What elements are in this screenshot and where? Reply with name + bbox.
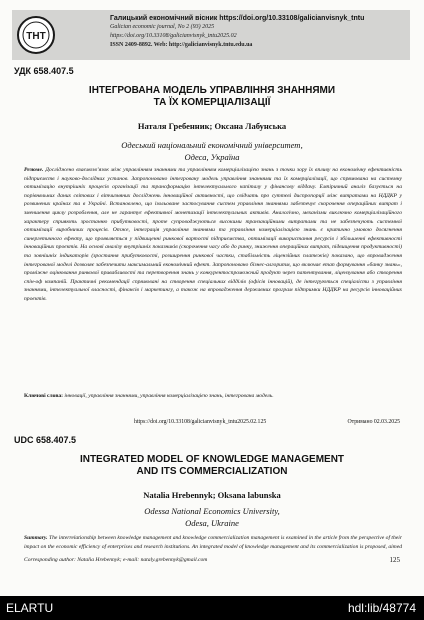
en-affiliation-line1: Odessa National Economics University, [144, 506, 280, 516]
journal-logo [16, 15, 56, 55]
ua-title-line2: ТА ЇХ КОМЕРЦІАЛІЗАЦІЇ [153, 97, 271, 108]
en-title-line1: INTEGRATED MODEL OF KNOWLEDGE MANAGEMENT [79, 454, 345, 465]
journal-doi-link[interactable]: https://doi.org/10.33108/galicianvisnyk_tntu2025.02 [110, 33, 237, 39]
page-number: 125 [389, 556, 400, 564]
viewer-status-bar [0, 596, 424, 620]
en-abstract [24, 534, 402, 552]
ua-affiliation-line1: Одеський національний економічний університет, [121, 140, 303, 150]
corresponding-author: Corresponding author: Natalia Hrebennyk; e-mail: nataly.grebennyk@gmail.com [24, 557, 208, 563]
header-text [110, 14, 406, 50]
ua-abstract-label: Резюме. [24, 167, 44, 173]
ua-title-line1: ІНТЕГРОВАНА МОДЕЛЬ УПРАВЛІННЯ ЗНАННЯМИ [88, 85, 336, 96]
journal-issn: ISSN 2409-8892. Web: http://galicianvisnyk.tntu.edu.ua [110, 42, 253, 48]
journal-issue: Galician economic journal, No 2 (93) 2025 [110, 24, 215, 30]
udk-code: УДК 658.407.5 [14, 66, 74, 76]
received-date: Отримано 02.03.2025 [347, 419, 400, 425]
ua-abstract-text: Досліджено взаємозв’язок між управлінням знаннями та управлінням комерціалізацією знань з точки зору їх впливу на економічну ефективність підприємств і науково-дослідних установ. Запропоновано інтегровану модель управління знаннями та їх комерціалізації, що спрямована на системну оптимізацію внутрішніх процесів організації та трансформацію інтелектуального капіталу у фінансову віддачу. Емпіричний аналіз базується на порівняльних даних світових і вітчизняних досліджень інноваційної активності, що свідчать про суттєві диспропорції між витратами на НДДКР у розвинених країнах та в Україні. Встановлено, що ізольоване застосування систем управління знаннями забезпечує скорочення операційних витрат і зменшення циклу розроблення, але не гарантує ефективної монетизації інтелектуальних активів. Аналогічно, механізми виключно комерціалізаційного характеру сприяють зростанню прибутковості, проте супроводжуються високими транзакційними витратами та не забезпечують системної оптимізації виробничих процесів. Отже, інтеграція управління знаннями та управління комерціалізацією знань є критично умовою досягнення синергетичного ефекту, що проявляється у підвищенні ринкової вартості підприємства, оптимізації використання ресурсів і збільшенні ефективності інноваційних проєктів. На основі аналізу внутрішніх показників (скорочення часу або до ринку, зниження операційних витрат, підвищення продуктивності) та зовнішніх індикаторів (зростання прибутковості, розширення ринкової частки, стабільність ліцензійних платежів) показано, що впровадження інтегрованої моделі дозволяє забезпечити максимальний економічний ефект. Запропоновано бізнес-алгоритм, що включає етап формування «банку знань», проміжне оцінювання ринкової привабливості та перетворення знань у конкурентоспроможний продукт через патентування, ліцензування або створення спін-оф компаній. Практичні рекомендації спрямовані на створення спеціальних відділів (офісів інновацій), де інтегруються спеціалісти з управління знаннями, інтелектуальної власності, фінансів і маркетингу, а також на впровадження державних програм підтримки НДДКР на ресурсів інноваційних проєктів. [24, 167, 402, 302]
en-authors: Natalia Hrebennyk; Oksana labunska [143, 490, 281, 500]
en-abstract-label: Summary. [24, 535, 48, 541]
journal-name: Галицький економічний вісник https://doi.org/10.33108/galicianvisnyk_tntu [110, 15, 365, 22]
udc-code: UDC 658.407.5 [14, 435, 77, 445]
ua-title [20, 85, 404, 109]
en-affiliation-line2: Odesa, Ukraine [185, 518, 239, 528]
ua-keywords-text: інновації, управління знаннями, управління комерціалізацією знань, інтегрована модель. [64, 393, 274, 399]
logo-text: ТНТ [26, 31, 46, 42]
ua-affiliation [20, 139, 404, 163]
journal-header [12, 10, 410, 60]
handle-identifier[interactable]: hdl:lib/48774 [347, 601, 416, 615]
ua-keywords [24, 392, 402, 401]
ua-affiliation-line2: Одеса, Україна [184, 152, 240, 162]
en-title [20, 454, 404, 478]
ua-abstract [24, 166, 402, 390]
ua-keywords-label: Ключові слова: [24, 393, 64, 399]
en-abstract-text: The interrelationship between knowledge management and knowledge commercialization management is examined in the article from the perspective of their impact on the economic efficiency of enterprises and research institutions. An integrated model of knowledge management and its commercialization is proposed, aimed [24, 535, 402, 550]
en-affiliation [20, 505, 404, 529]
en-title-line2: AND ITS COMMERCIALIZATION [136, 466, 288, 477]
ua-authors: Наталя Гребенник; Оксана Лабунська [137, 121, 287, 131]
page-footer [24, 557, 400, 563]
repository-name: ELARTU [6, 601, 54, 615]
article-doi-link[interactable]: https://doi.org/10.33108/galicianvisnyk_tntu2025.02.125 [134, 419, 267, 425]
